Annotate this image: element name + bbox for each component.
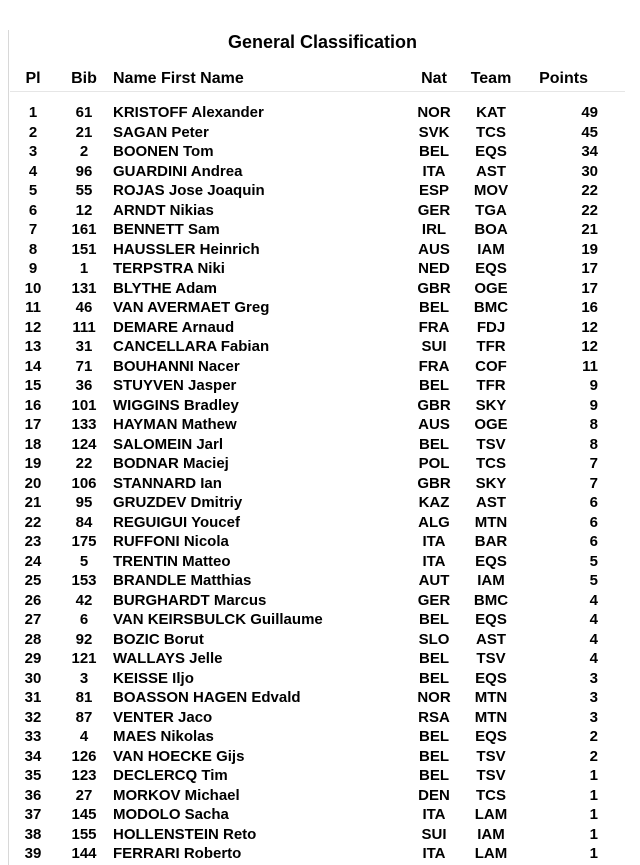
team-cell: TSV — [476, 747, 506, 765]
rider-name-cell: REGUIGUI Youcef — [113, 513, 240, 531]
rider-name-cell: GUARDINI Andrea — [113, 162, 243, 180]
bib-cell: 126 — [71, 747, 97, 765]
rider-name-cell: ROJAS Jose Joaquin — [113, 182, 265, 199]
placing-cell: 16 — [24, 396, 42, 414]
column-header-nat: Nat — [421, 70, 447, 87]
nationality-cell: BEL — [419, 611, 449, 628]
points-cell: 21 — [581, 221, 598, 238]
bib-cell: 151 — [71, 240, 97, 258]
rider-name-cell: VENTER Jaco — [113, 708, 213, 726]
points-cell: 8 — [589, 435, 598, 453]
table-row — [0, 493, 640, 513]
rider-name-cell: BOZIC Borut — [113, 630, 204, 648]
table-row — [0, 279, 640, 299]
points-cell: 4 — [589, 591, 598, 609]
placing-cell: 13 — [24, 338, 42, 355]
placing-cell: 26 — [24, 591, 42, 609]
placing-cell: 36 — [24, 786, 42, 804]
table-row — [0, 123, 640, 143]
table-header — [0, 68, 640, 90]
team-cell: BOA — [474, 221, 508, 238]
table-row — [0, 630, 640, 650]
nationality-cell: BEL — [419, 435, 449, 453]
nationality-cell: ITA — [422, 806, 446, 823]
bib-cell: 133 — [71, 416, 97, 433]
column-header-points: Points — [539, 70, 588, 87]
team-cell: EQS — [475, 260, 507, 277]
placing-cell: 23 — [24, 533, 42, 550]
bib-cell: 3 — [79, 669, 89, 687]
points-cell: 1 — [589, 845, 598, 862]
placing-cell: 37 — [24, 806, 42, 823]
bib-cell: 81 — [75, 689, 93, 706]
bib-cell: 145 — [71, 806, 97, 823]
nationality-cell: BEL — [419, 728, 449, 745]
rider-name-cell: KRISTOFF Alexander — [113, 104, 264, 121]
nationality-cell: ESP — [418, 182, 449, 199]
team-cell: AST — [476, 630, 506, 648]
placing-cell: 21 — [24, 494, 42, 511]
placing-cell: 25 — [24, 572, 42, 589]
table-row — [0, 649, 640, 669]
rider-name-cell: STUYVEN Jasper — [113, 377, 237, 394]
points-cell: 1 — [589, 786, 598, 804]
nationality-cell: GBR — [417, 279, 451, 297]
table-row — [0, 337, 640, 357]
table-row — [0, 591, 640, 611]
team-cell: KAT — [476, 104, 506, 121]
team-cell: MOV — [473, 182, 509, 199]
bib-cell: 101 — [71, 396, 97, 414]
table-row — [0, 259, 640, 279]
bib-cell: 131 — [71, 279, 97, 297]
points-cell: 30 — [581, 162, 598, 180]
points-cell: 17 — [581, 279, 598, 297]
placing-cell: 7 — [28, 221, 38, 238]
team-cell: AST — [476, 162, 506, 180]
rider-name-cell: VAN KEIRSBULCK Guillaume — [113, 611, 323, 628]
table-row — [0, 805, 640, 825]
team-cell: LAM — [474, 845, 508, 862]
points-cell: 2 — [589, 747, 598, 765]
points-cell: 6 — [589, 494, 598, 511]
team-cell: SKY — [475, 474, 507, 492]
table-row — [0, 396, 640, 416]
team-cell: TCS — [476, 786, 506, 804]
classification-table — [0, 103, 640, 864]
rider-name-cell: BODNAR Maciej — [113, 455, 229, 472]
points-cell: 22 — [581, 201, 598, 219]
points-cell: 4 — [589, 650, 598, 667]
nationality-cell: BEL — [419, 377, 449, 394]
placing-cell: 4 — [28, 162, 38, 180]
points-cell: 1 — [589, 806, 598, 823]
team-cell: IAM — [477, 240, 505, 258]
bib-cell: 111 — [72, 318, 96, 336]
placing-cell: 12 — [24, 318, 42, 336]
points-cell: 9 — [589, 396, 598, 414]
rider-name-cell: FERRARI Roberto — [113, 845, 242, 862]
bib-cell: 22 — [75, 455, 93, 472]
rider-name-cell: STANNARD Ian — [113, 474, 222, 492]
team-cell: TSV — [476, 650, 506, 667]
table-row — [0, 376, 640, 396]
placing-cell: 18 — [24, 435, 42, 453]
placing-cell: 35 — [24, 767, 42, 784]
nationality-cell: ITA — [422, 552, 446, 570]
team-cell: EQS — [475, 611, 507, 628]
rider-name-cell: SAGAN Peter — [113, 123, 209, 141]
bib-cell: 155 — [71, 825, 97, 843]
points-cell: 17 — [581, 260, 598, 277]
team-cell: BMC — [473, 299, 509, 316]
nationality-cell: DEN — [418, 786, 450, 804]
placing-cell: 30 — [24, 669, 42, 687]
bib-cell: 4 — [79, 728, 89, 745]
team-cell: IAM — [477, 572, 505, 589]
team-cell: TSV — [476, 767, 506, 784]
placing-cell: 17 — [24, 416, 42, 433]
points-cell: 49 — [581, 104, 598, 121]
rider-name-cell: WIGGINS Bradley — [113, 396, 239, 414]
placing-cell: 39 — [24, 845, 42, 862]
table-row — [0, 357, 640, 377]
placing-cell: 32 — [24, 708, 42, 726]
table-row — [0, 532, 640, 552]
bib-cell: 31 — [75, 338, 93, 355]
points-cell: 3 — [589, 708, 598, 726]
rider-name-cell: KEISSE Iljo — [113, 669, 194, 687]
bib-cell: 42 — [75, 591, 93, 609]
team-cell: TFR — [476, 377, 506, 394]
rider-name-cell: VAN HOECKE Gijs — [113, 747, 245, 765]
rider-name-cell: BENNETT Sam — [113, 221, 220, 238]
placing-cell: 38 — [24, 825, 42, 843]
bib-cell: 153 — [71, 572, 97, 589]
points-cell: 5 — [589, 552, 598, 570]
rider-name-cell: DECLERCQ Tim — [113, 767, 228, 784]
points-cell: 16 — [581, 299, 598, 316]
bib-cell: 12 — [75, 201, 93, 219]
table-row — [0, 571, 640, 591]
table-row — [0, 240, 640, 260]
page-title: General Classification — [227, 32, 418, 52]
rider-name-cell: ARNDT Nikias — [113, 201, 214, 219]
bib-cell: 46 — [75, 299, 93, 316]
table-row — [0, 513, 640, 533]
header-divider — [10, 91, 625, 92]
placing-cell: 22 — [24, 513, 42, 531]
placing-cell: 9 — [28, 260, 38, 277]
column-header-name: Name First Name — [113, 70, 244, 87]
rider-name-cell: BRANDLE Matthias — [113, 572, 252, 589]
table-row — [0, 220, 640, 240]
rider-name-cell: SALOMEIN Jarl — [113, 435, 224, 453]
team-cell: TGA — [475, 201, 507, 219]
team-cell: IAM — [477, 825, 505, 843]
nationality-cell: ALG — [418, 513, 450, 531]
team-cell: FDJ — [476, 318, 506, 336]
rider-name-cell: BURGHARDT Marcus — [113, 591, 267, 609]
points-cell: 8 — [589, 416, 598, 433]
points-cell: 6 — [589, 513, 598, 531]
bib-cell: 106 — [71, 474, 97, 492]
bib-cell: 84 — [75, 513, 93, 531]
nationality-cell: AUS — [418, 416, 450, 433]
table-row — [0, 415, 640, 435]
team-cell: COF — [475, 357, 507, 375]
team-cell: TCS — [476, 455, 506, 472]
column-header-team: Team — [470, 70, 512, 87]
points-cell: 12 — [581, 338, 598, 355]
placing-cell: 15 — [24, 377, 42, 394]
team-cell: EQS — [475, 669, 507, 687]
team-cell: BAR — [474, 533, 508, 550]
nationality-cell: GBR — [417, 396, 451, 414]
placing-cell: 24 — [24, 552, 42, 570]
bib-cell: 96 — [75, 162, 93, 180]
placing-cell: 20 — [24, 474, 42, 492]
bib-cell: 121 — [71, 650, 97, 667]
points-cell: 1 — [589, 825, 598, 843]
placing-cell: 1 — [28, 104, 38, 121]
rider-name-cell: WALLAYS Jelle — [113, 650, 223, 667]
table-row — [0, 747, 640, 767]
points-cell: 34 — [581, 143, 598, 160]
nationality-cell: AUS — [418, 240, 450, 258]
team-cell: TSV — [476, 435, 506, 453]
team-cell: LAM — [474, 806, 508, 823]
points-cell: 22 — [581, 182, 598, 199]
team-cell: OGE — [474, 279, 508, 297]
placing-cell: 3 — [28, 143, 38, 160]
bib-cell: 61 — [75, 104, 93, 121]
nationality-cell: NOR — [417, 689, 451, 706]
team-cell: BMC — [473, 591, 509, 609]
rider-name-cell: TERPSTRA Niki — [113, 260, 225, 277]
rider-name-cell: MORKOV Michael — [113, 786, 240, 804]
bib-cell: 36 — [75, 377, 93, 394]
nationality-cell: SLO — [418, 630, 450, 648]
nationality-cell: RSA — [418, 708, 450, 726]
rider-name-cell: DEMARE Arnaud — [113, 318, 235, 336]
rider-name-cell: HAYMAN Mathew — [113, 416, 237, 433]
bib-cell: 55 — [75, 182, 93, 199]
rider-name-cell: TRENTIN Matteo — [113, 552, 231, 570]
nationality-cell: FRA — [418, 357, 450, 375]
placing-cell: 31 — [24, 689, 42, 706]
nationality-cell: NOR — [417, 104, 451, 121]
column-header-pl: Pl — [25, 70, 41, 87]
nationality-cell: SUI — [421, 825, 447, 843]
placing-cell: 11 — [25, 299, 41, 316]
rider-name-cell: BOUHANNI Nacer — [113, 357, 240, 375]
team-cell: EQS — [475, 143, 507, 160]
nationality-cell: BEL — [419, 299, 449, 316]
table-row — [0, 610, 640, 630]
nationality-cell: POL — [418, 455, 450, 472]
team-cell: AST — [476, 494, 506, 511]
nationality-cell: SUI — [421, 338, 447, 355]
nationality-cell: NED — [418, 260, 450, 277]
points-cell: 7 — [589, 474, 598, 492]
placing-cell: 33 — [24, 728, 42, 745]
team-cell: EQS — [475, 728, 507, 745]
bib-cell: 2 — [79, 143, 89, 160]
placing-cell: 14 — [24, 357, 42, 375]
nationality-cell: ITA — [422, 845, 446, 862]
points-cell: 11 — [582, 357, 598, 375]
points-cell: 1 — [589, 767, 598, 784]
table-row — [0, 552, 640, 572]
rider-name-cell: CANCELLARA Fabian — [113, 338, 270, 355]
team-cell: EQS — [475, 552, 507, 570]
placing-cell: 6 — [28, 201, 38, 219]
nationality-cell: GER — [417, 201, 451, 219]
bib-cell: 92 — [75, 630, 93, 648]
team-cell: SKY — [475, 396, 507, 414]
points-cell: 4 — [589, 630, 598, 648]
nationality-cell: ITA — [422, 533, 446, 550]
table-row — [0, 708, 640, 728]
nationality-cell: GER — [417, 591, 451, 609]
points-cell: 3 — [589, 689, 598, 706]
rider-name-cell: MAES Nikolas — [113, 728, 214, 745]
table-row — [0, 688, 640, 708]
placing-cell: 29 — [24, 650, 42, 667]
table-row — [0, 142, 640, 162]
table-row — [0, 162, 640, 182]
bib-cell: 123 — [71, 767, 97, 784]
table-row — [0, 435, 640, 455]
bib-cell: 21 — [75, 123, 93, 141]
points-cell: 3 — [589, 669, 598, 687]
team-cell: OGE — [474, 416, 508, 433]
placing-cell: 8 — [28, 240, 38, 258]
nationality-cell: BEL — [419, 669, 449, 687]
nationality-cell: BEL — [419, 767, 449, 784]
column-header-bib: Bib — [71, 70, 97, 87]
points-cell: 6 — [589, 533, 598, 550]
points-cell: 4 — [589, 611, 598, 628]
bib-cell: 95 — [75, 494, 93, 511]
table-row — [0, 825, 640, 845]
placing-cell: 10 — [24, 279, 42, 297]
points-cell: 45 — [581, 123, 598, 141]
rider-name-cell: BOONEN Tom — [113, 143, 214, 160]
bib-cell: 1 — [79, 260, 89, 277]
placing-cell: 27 — [24, 611, 42, 628]
nationality-cell: BEL — [419, 143, 449, 160]
table-row — [0, 669, 640, 689]
table-row — [0, 103, 640, 123]
rider-name-cell: BLYTHE Adam — [113, 279, 217, 297]
bib-cell: 5 — [79, 552, 89, 570]
bib-cell: 175 — [71, 533, 97, 550]
nationality-cell: AUT — [418, 572, 450, 589]
team-cell: MTN — [474, 689, 508, 706]
points-cell: 2 — [589, 728, 598, 745]
placing-cell: 28 — [24, 630, 42, 648]
bib-cell: 71 — [75, 357, 93, 375]
points-cell: 12 — [581, 318, 598, 336]
table-row — [0, 318, 640, 338]
team-cell: MTN — [474, 513, 508, 531]
table-row — [0, 454, 640, 474]
bib-cell: 6 — [79, 611, 89, 628]
team-cell: TCS — [476, 123, 506, 141]
bib-cell: 161 — [71, 221, 97, 238]
placing-cell: 5 — [28, 182, 38, 199]
rider-name-cell: BOASSON HAGEN Edvald — [113, 689, 301, 706]
team-cell: TFR — [476, 338, 506, 355]
table-row — [0, 298, 640, 318]
rider-name-cell: GRUZDEV Dmitriy — [113, 494, 243, 511]
team-cell: MTN — [474, 708, 508, 726]
table-row — [0, 181, 640, 201]
nationality-cell: SVK — [418, 123, 450, 141]
nationality-cell: KAZ — [418, 494, 450, 511]
bib-cell: 87 — [75, 708, 93, 726]
table-row — [0, 766, 640, 786]
nationality-cell: BEL — [419, 650, 449, 667]
points-cell: 9 — [589, 377, 598, 394]
table-row — [0, 844, 640, 864]
bib-cell: 124 — [71, 435, 97, 453]
placing-cell: 2 — [28, 123, 38, 141]
nationality-cell: GBR — [417, 474, 451, 492]
points-cell: 7 — [589, 455, 598, 472]
nationality-cell: FRA — [418, 318, 450, 336]
nationality-cell: BEL — [419, 747, 449, 765]
rider-name-cell: RUFFONI Nicola — [113, 533, 229, 550]
rider-name-cell: MODOLO Sacha — [113, 806, 229, 823]
rider-name-cell: HAUSSLER Heinrich — [113, 240, 260, 258]
points-cell: 5 — [589, 572, 598, 589]
bib-cell: 27 — [75, 786, 93, 804]
table-row — [0, 727, 640, 747]
nationality-cell: ITA — [422, 162, 446, 180]
table-row — [0, 786, 640, 806]
placing-cell: 34 — [24, 747, 42, 765]
placing-cell: 19 — [24, 455, 42, 472]
bib-cell: 144 — [71, 845, 97, 862]
table-row — [0, 201, 640, 221]
points-cell: 19 — [581, 240, 598, 258]
rider-name-cell: HOLLENSTEIN Reto — [113, 825, 257, 843]
rider-name-cell: VAN AVERMAET Greg — [113, 299, 270, 316]
nationality-cell: IRL — [421, 221, 447, 238]
table-row — [0, 474, 640, 494]
